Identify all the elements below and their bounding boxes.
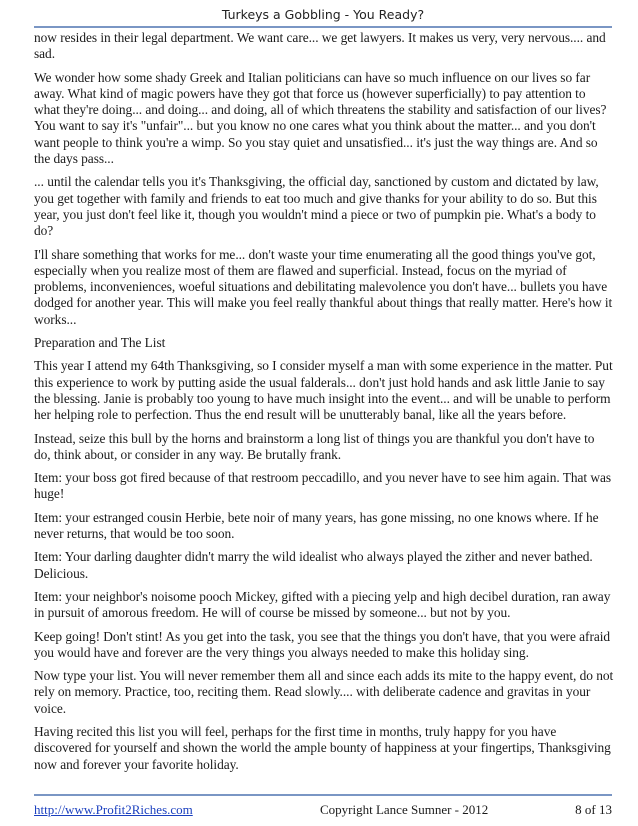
list-item: Item: your estranged cousin Herbie, bete noir of many years, has gone missing, no one knows where. If he never returns, that would be too soon. <box>34 509 599 542</box>
paragraph: Having recited this list you will feel, perhaps for the first time in months, truly happy for you have discovered for yourself and shown the world the ample bounty of happiness at your fingertips, Thanksgiving now and forever your favorite holiday. <box>34 723 611 772</box>
list-item: Item: Your darling daughter didn't marry the wild idealist who always played the zither and never bathed. Delicious. <box>34 549 593 581</box>
list-item: Item: your neighbor's noisome pooch Mickey, gifted with a piecing yelp and high decibel duration, ran away in pursuit of amorous freedom. He will of course be missed by someone... but not by you. <box>34 588 611 621</box>
paragraph: This year I attend my 64th Thanksgiving, so I consider myself a man with some experience in the matter. Put this experience to work by putting aside the usual falderals... don't just hold hands and ask little Janie to say the blessing. Janie is probably too young to have much insight into the event... and will be unable to perform her helping role to perfection. Thus the end result will be unutterably banal, like all the years before. <box>34 358 613 423</box>
website-link[interactable]: http://www.Profit2Riches.com <box>34 802 193 817</box>
list-item: Item: your boss got fired because of that restroom peccadillo, and you never have to see him again. That was huge! <box>34 470 612 502</box>
section-heading: Preparation and The List <box>34 335 166 351</box>
paragraph: We wonder how some shady Greek and Italian politicians can have so much influence on our lives so far away. What kind of magic powers have they got that force us (however superficially) to pay attention to what they're doing... and doing... and doing, all of which threatens the stability and satisfaction of our lives? You want to say it's "unfair"... but you know no one cares what you think about the matter... and you don't want people to think you're a wimp. So you stay quiet and unsatisfied... it's just the way things are. And so the days pass... <box>34 69 607 167</box>
page-header <box>34 6 612 28</box>
paragraph: now resides in their legal department. We want care... we get lawyers. It makes us very, very nervous.... and sad. <box>34 30 606 62</box>
paragraph: Keep going! Don't stint! As you get into the task, you see that the things you don't have, that you were afraid you would have and forever are the very things you always needed to make this holiday sing. <box>34 628 611 660</box>
page-number: 8 of 13 <box>575 802 612 817</box>
page-footer <box>34 794 612 820</box>
body-text <box>34 30 614 780</box>
paragraph: Now type your list. You will never remember them all and since each adds its mite to the happy event, do not rely on memory. Practice, too, reciting them. Read slowly.... with deliberate cadence and gravitas in your voice. <box>34 668 614 716</box>
header-title: Turkeys a Gobbling - You Ready? <box>221 7 425 22</box>
paragraph: Instead, seize this bull by the horns and brainstorm a long list of things you are thankful you don't have to do, think about, or consider in any way. Be brutally frank. <box>34 430 595 462</box>
copyright-text: Copyright Lance Sumner - 2012 <box>320 802 489 817</box>
paragraph: I'll share something that works for me... don't waste your time enumerating all the good things you've got, especially when you realize most of them are flawed and superficial. Instead, focus on the myriad of problems, inconveniences, woeful situations and debilitating malevolence you don't have... bullets you have dodged for another year. This will make you feel really thankful about things that really matter. Here's how it works... <box>34 246 613 327</box>
paragraph: ... until the calendar tells you it's Thanksgiving, the official day, sanctioned by custom and dictated by law, you get together with family and friends to eat too much and give thanks for your ability to do so. But this year, you just don't feel like it, though you wouldn't mind a piece or two of pumpkin pie. What's a body to do? <box>34 174 599 239</box>
